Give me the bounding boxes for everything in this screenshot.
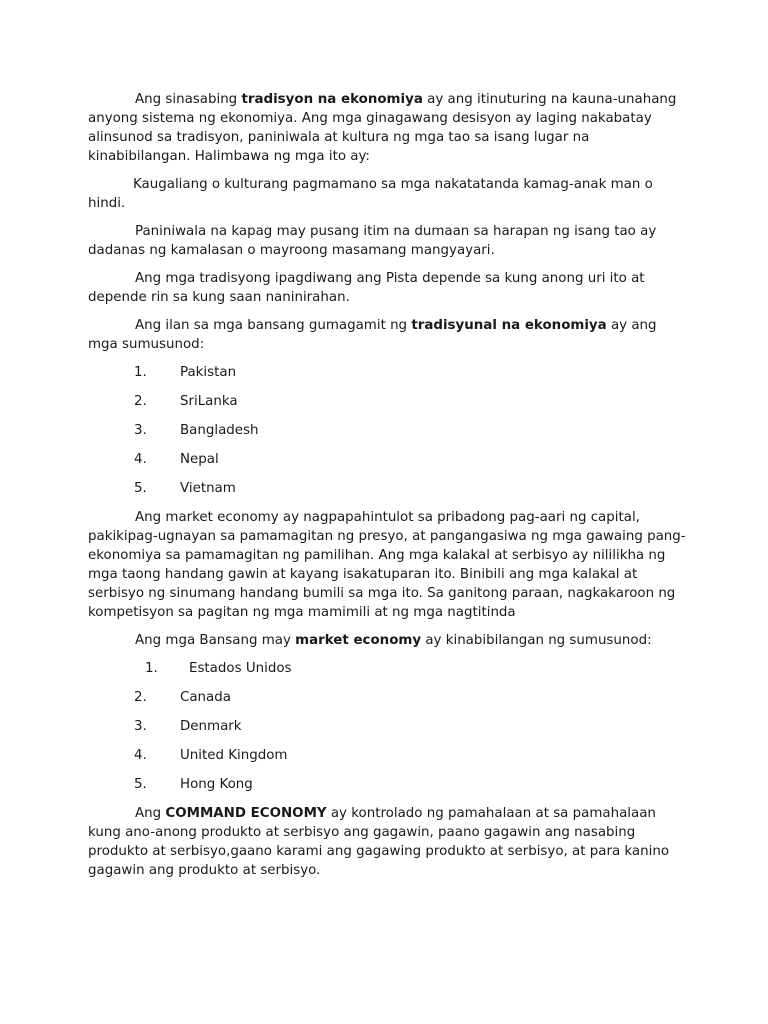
text: ay kontrolado ng pamahalaan at sa pamahalaan kung ano-anong produkto at serbisyo ang gagawin, paano gagawin ang nasabing produkto at serbisyo,gaano karami ang gagawing produkto at serbisyo, at para kanino gagawin ang produkto at serbisyo. — [88, 806, 670, 878]
paragraph-market-economy: Ang market economy ay nagpapahintulot sa pribadong pag-aari ng capital, pakikipag-ugnayan sa pamamagitan ng presyo, at pangangasiwa ng mga gawaing pang-ekonomiya sa pamamagitan ng pamilihan. Ang mga kalakal at serbisyo ay nililikha ng mga taong handang gawin at kayang isakatuparan ito. Binibili ang mga kalakal at serbisyo ng sinumang handang bumili sa mga ito. Sa ganitong paraan, nagkakaroon ng kompetisyon sa pagitan ng mga mamimili at ng mga nagtitinda — [88, 510, 686, 620]
list-item — [88, 479, 686, 498]
list-text: Estados Unidos — [189, 661, 292, 676]
paragraph-tradisyon-intro — [88, 90, 686, 166]
bold-term: market economy — [295, 633, 422, 648]
list-text: Vietnam — [180, 481, 236, 496]
list-text: Canada — [180, 690, 231, 705]
list-item — [88, 421, 686, 440]
list-item — [88, 392, 686, 411]
list-number: 1. — [145, 661, 158, 676]
list-number: 4. — [134, 452, 147, 467]
text: Ang sinasabing — [135, 92, 242, 107]
list-item — [88, 746, 686, 765]
list-text: SriLanka — [180, 394, 238, 409]
bold-term: tradisyunal na ekonomiya — [411, 318, 607, 333]
paragraph-market-countries — [88, 631, 686, 650]
market-country-list — [88, 659, 686, 794]
paragraph-example-pista: Ang mga tradisyong ipagdiwang ang Pista depende sa kung anong uri ito at depende rin sa kung saan naninirahan. — [88, 271, 645, 305]
list-text: United Kingdom — [180, 748, 288, 763]
paragraph-command-economy — [88, 804, 686, 880]
bold-term: tradisyon na ekonomiya — [241, 92, 423, 107]
list-item — [88, 688, 686, 707]
list-number: 5. — [134, 777, 147, 792]
text: ay ang itinuturing na kauna-unahang anyong sistema ng ekonomiya. Ang mga ginagawang desisyon ay laging nakabatay alinsunod sa tradisyon, paniniwala at kultura ng mga tao sa isang lugar na kinabibilangan. Halimbawa ng mga ito ay: — [88, 92, 677, 164]
list-item — [88, 775, 686, 794]
list-number: 4. — [134, 748, 147, 763]
list-text: Bangladesh — [180, 423, 259, 438]
list-text: Pakistan — [180, 365, 237, 380]
text: ay ang mga sumusunod: — [88, 318, 657, 352]
list-text: Nepal — [180, 452, 219, 467]
bold-term: COMMAND ECONOMY — [165, 806, 327, 821]
list-number: 1. — [134, 365, 147, 380]
document-page — [88, 90, 686, 889]
list-number: 2. — [134, 394, 147, 409]
text: ay kinabibilangan ng sumusunod: — [421, 633, 652, 648]
text: Ang ilan sa mga bansang gumagamit ng — [135, 318, 412, 333]
list-number: 3. — [134, 719, 147, 734]
text: Ang mga Bansang may — [135, 633, 296, 648]
list-number: 2. — [134, 690, 147, 705]
list-item — [88, 717, 686, 736]
paragraph-tradisyunal-countries — [88, 316, 686, 354]
list-item — [88, 363, 686, 382]
list-text: Denmark — [180, 719, 242, 734]
text: Ang — [135, 806, 166, 821]
tradisyunal-country-list — [88, 363, 686, 498]
paragraph-example-pusang-itim: Paniniwala na kapag may pusang itim na dumaan sa harapan ng isang tao ay dadanas ng kamalasan o mayroong masamang mangyayari. — [88, 224, 657, 258]
list-item — [88, 659, 686, 678]
list-item — [88, 450, 686, 469]
list-text: Hong Kong — [180, 777, 253, 792]
list-number: 3. — [134, 423, 147, 438]
paragraph-example-pagmamano: Kaugaliang o kulturang pagmamano sa mga nakatatanda kamag-anak man o hindi. — [88, 177, 653, 211]
list-number: 5. — [134, 481, 147, 496]
